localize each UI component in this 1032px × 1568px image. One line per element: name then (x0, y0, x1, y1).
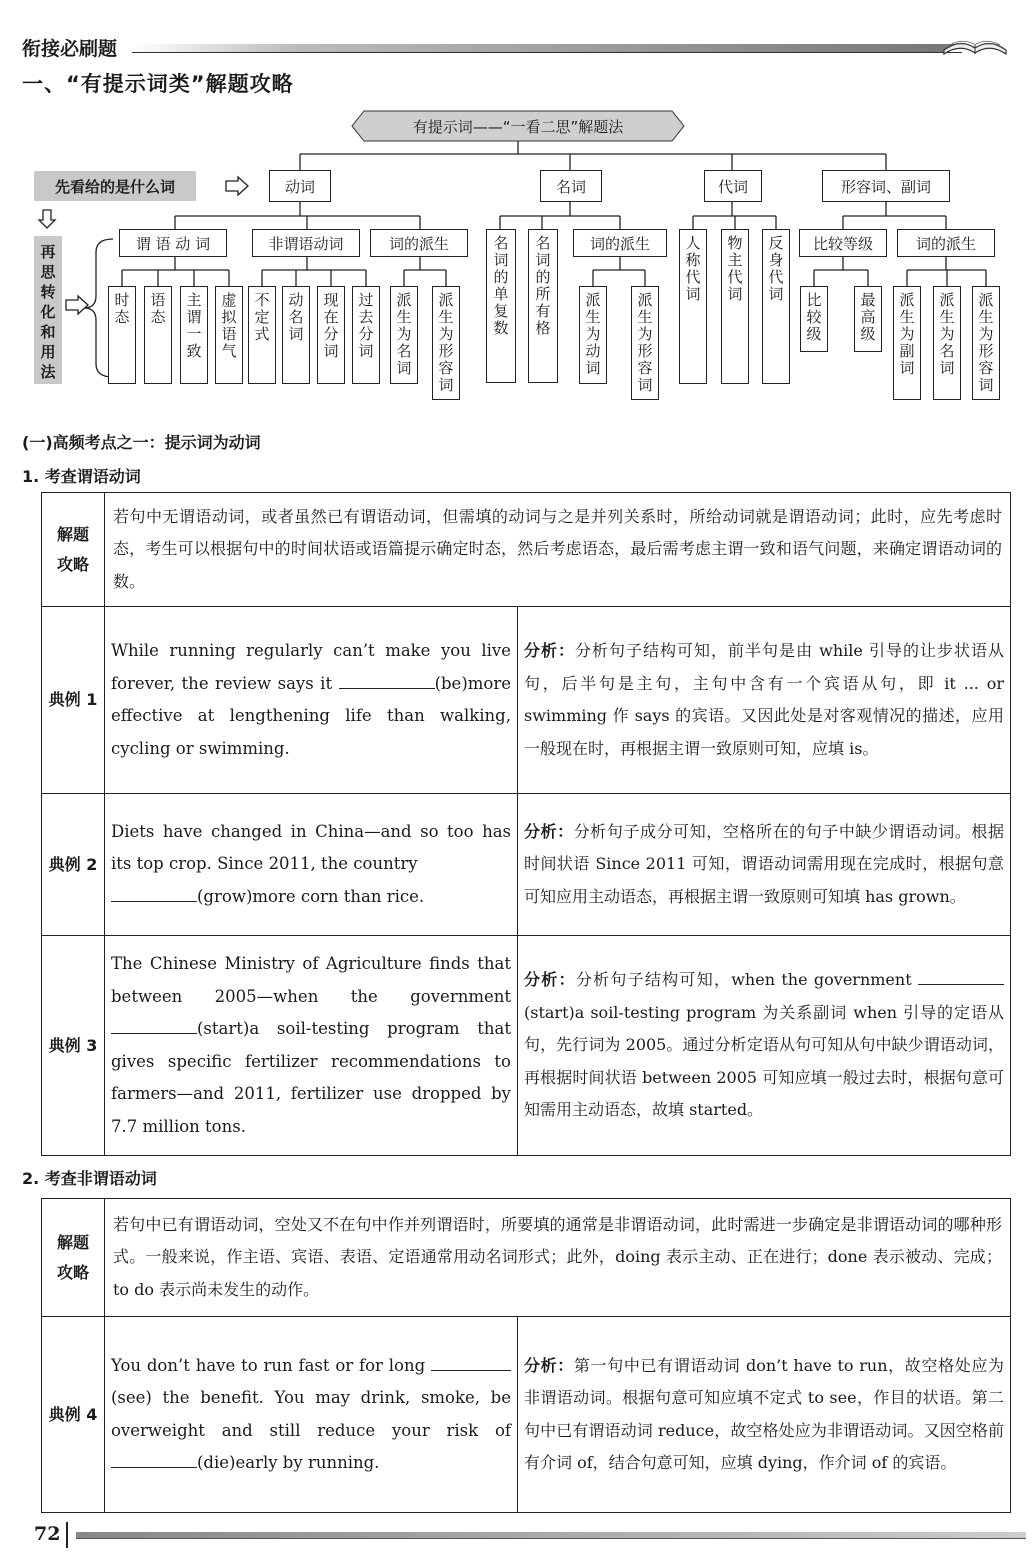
step-look-label: 先看给的是什么词 (34, 171, 196, 201)
answer-blank (111, 1017, 197, 1035)
footer-rule (76, 1538, 1026, 1539)
strategy-text: 若句中无谓语动词，或者虽然已有谓语动词，但需填的动词与之是并列关系时，所给动词就是谓语动词；此时，应先考虑时态，考生可以根据句中的时间状语或语篇提示确定时态，然后考虑语态，最后需考虑主谓一致和语气问题，来确定谓语动词的数。 (105, 493, 1011, 607)
answer-blank (111, 1451, 197, 1469)
example-analysis: 分析：第一句中已有谓语动词 don’t have to run，故空格处应为非谓语动词。根据句意可知应填不定式 to see，作目的状语。第二句中已有谓语动词 reduce，故空格处应为非谓语动词。又因空格前有介词 of，结合句意可知，应填 dying，作介词 of 的宾语。 (518, 1317, 1011, 1513)
strategy-diagram (0, 100, 1032, 410)
node-verb: 动词 (269, 170, 331, 202)
example-analysis: 分析：分析句子成分可知，空格所在的句子中缺少谓语动词。根据时间状语 Since 2011 可知，谓语动词需用现在完成时，根据句意可知应用主动语态，再根据主谓一致原则可知填 has grown。 (518, 794, 1011, 936)
answer-blank (339, 671, 435, 689)
node-noun: 名词 (540, 170, 602, 202)
node-non-predicate-verb: 非谓语动词 (252, 229, 360, 257)
leaf-noun-to-verb: 派生为动词 (579, 286, 607, 384)
node-noun-plural: 名词的单复数 (486, 229, 516, 383)
predicate-verb-table (41, 492, 1011, 1156)
leaf-verb-to-noun: 派生为名词 (390, 286, 418, 384)
leaf-reflexive-pronoun: 反身代词 (762, 229, 790, 384)
leaf-adj-to-adj: 派生为形容词 (972, 286, 1000, 400)
header-rule (132, 52, 962, 53)
example-label: 典例 2 (42, 794, 105, 936)
page-number: 72 (34, 1523, 61, 1545)
leaf-superlative: 最高级 (854, 286, 882, 352)
section-title: 一、“有提示词类”解题攻略 (22, 72, 294, 96)
node-noun-possessive: 名词的所有格 (528, 229, 558, 383)
node-adj-adv: 形容词、副词 (822, 170, 950, 202)
answer-blank (111, 884, 197, 902)
open-book-icon (940, 30, 1010, 60)
leaf-to-adverb: 派生为副词 (893, 286, 921, 400)
leaf-gerund: 动名词 (282, 286, 310, 384)
node-pronoun: 代词 (704, 170, 762, 202)
leaf-adj-to-noun: 派生为名词 (933, 286, 961, 400)
leaf-comparative: 比较级 (800, 286, 828, 352)
example-question: You don’t have to run fast or for long (see) the benefit. You may drink, smoke, be overweight and still reduce your risk of (die)early by running. (105, 1317, 518, 1513)
leaf-voice: 语态 (144, 286, 172, 384)
leaf-infinitive: 不定式 (248, 286, 276, 384)
node-predicate-verb: 谓 语 动 词 (119, 229, 227, 257)
example-row (42, 936, 1011, 1156)
example-label: 典例 4 (42, 1317, 105, 1513)
leaf-present-participle: 现在分词 (317, 286, 345, 384)
example-question: Diets have changed in China—and so too has its top crop. Since 2011, the country (grow)more corn than rice. (105, 794, 518, 936)
leaf-past-participle: 过去分词 (352, 286, 380, 384)
part1-title: 1. 考查谓语动词 (22, 467, 141, 486)
node-comparison: 比较等级 (799, 229, 887, 257)
leaf-subjunctive: 虚拟语气 (215, 286, 243, 384)
example-analysis: 分析：分析句子结构可知，前半句是由 while 引导的让步状语从句，后半句是主句，主句中含有一个宾语从句，即 it ... or swimming 作 says 的宾语。又因此处是对客观情况的描述，应用一般现在时，再根据主谓一致原则可知，应填 is。 (518, 607, 1011, 794)
strategy-text: 若句中已有谓语动词，空处又不在句中作并列谓语时，所要填的通常是非谓语动词，此时需进一步确定是非谓语动词的哪种形式。一般来说，作主语、宾语、表语、定语通常用动名词形式；此外，doing 表示主动、正在进行；done 表示被动、完成；to do 表示尚未发生的动作。 (105, 1199, 1011, 1317)
example-row (42, 1317, 1011, 1513)
leaf-personal-pronoun: 人称代词 (679, 229, 707, 384)
node-verb-derivation: 词的派生 (370, 229, 468, 257)
example-row (42, 794, 1011, 936)
leaf-tense: 时态 (108, 286, 136, 384)
non-predicate-verb-table (41, 1198, 1011, 1513)
strategy-label: 解题 攻略 (42, 493, 105, 607)
part2-title: 2. 考查非谓语动词 (22, 1169, 157, 1188)
strategy-label: 解题 攻略 (42, 1199, 105, 1317)
leaf-noun-to-adj: 派生为形容词 (631, 286, 659, 400)
node-adj-derivation: 词的派生 (897, 229, 995, 257)
example-question: While running regularly can’t make you live forever, the review says it (be)more effective at lengthening life than walking, cycling or swimming. (105, 607, 518, 794)
diagram-root-label: 有提示词——“一看二思”解题法 (412, 117, 624, 136)
example-label: 典例 1 (42, 607, 105, 794)
leaf-agreement: 主谓一致 (180, 286, 208, 384)
node-noun-derivation: 词的派生 (573, 229, 667, 257)
answer-blank (918, 968, 1004, 985)
leaf-possessive-pronoun: 物主代词 (721, 229, 749, 384)
header-decor-bar (129, 44, 955, 52)
example-question: The Chinese Ministry of Agriculture finds that between 2005—when the government (start)a soil-testing program that gives specific fertilizer recommendations to farmers—and 2011, fertilizer use dropped by 7.7 million tons. (105, 936, 518, 1156)
leaf-verb-to-adj: 派生为形容词 (432, 286, 460, 400)
example-row (42, 607, 1011, 794)
step-think-label: 再思转化和用法 (34, 236, 62, 384)
footer-separator (66, 1522, 68, 1548)
book-title: 衔接必刷题 (22, 38, 118, 60)
subsection-title: (一)高频考点之一：提示词为动词 (22, 433, 261, 452)
example-analysis: 分析：分析句子结构可知，when the government (start)a soil-testing program 为关系副词 when 引导的定语从句，先行词为 2005。通过分析定语从句可知从句中缺少谓语动词，再根据时间状语 between 2005 可知应填一般过去时，根据句意可知需用主动语态，故填 started。 (518, 936, 1011, 1156)
answer-blank (431, 1353, 511, 1371)
example-label: 典例 3 (42, 936, 105, 1156)
